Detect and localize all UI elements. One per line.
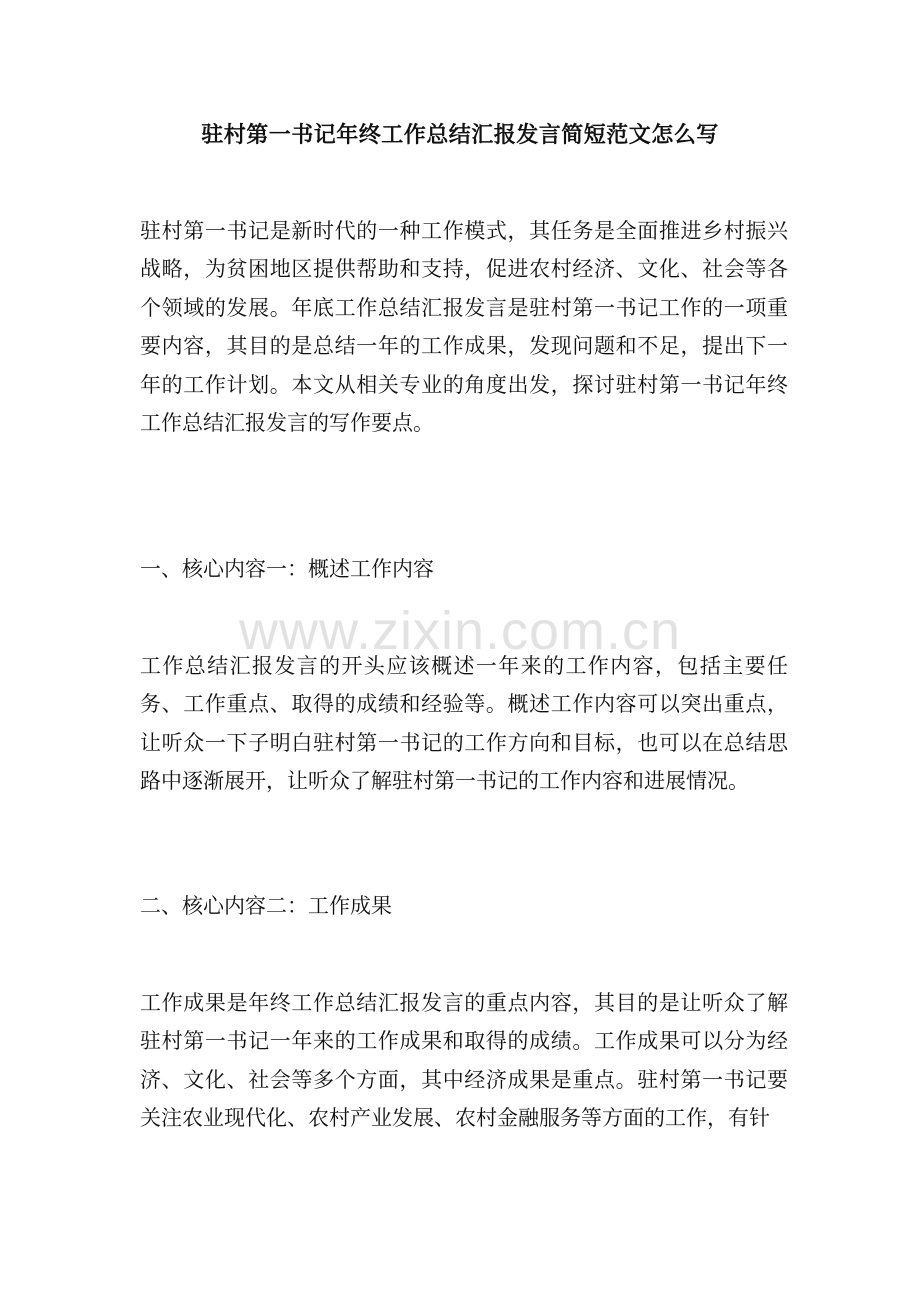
section-2-paragraph: 工作成果是年终工作总结汇报发言的重点内容，其目的是让听众了解驻村第一书记一年来的工作成果和取得的成绩。工作成果可以分为经济、文化、社会等多个方面，其中经济成果是重点。驻村第一书记要关注农业现代化、农村产业发展、农村金融服务等方面的工作，有针 <box>140 991 788 1131</box>
document-title: 驻村第一书记年终工作总结汇报发言简短范文怎么写 <box>201 122 719 148</box>
watermark-text: www.zixin.com.cn <box>238 601 682 661</box>
section-2-heading: 二、核心内容二：工作成果 <box>140 894 392 918</box>
section-1-heading: 一、核心内容一：概述工作内容 <box>140 557 434 581</box>
intro-paragraph: 驻村第一书记是新时代的一种工作模式，其任务是全面推进乡村振兴战略，为贫困地区提供帮助和支持，促进农村经济、文化、社会等各个领域的发展。年底工作总结汇报发言是驻村第一书记工作的一项重要内容，其目的是总结一年的工作成果，发现问题和不足，提出下一年的工作计划。本文从相关专业的角度出发，探讨驻村第一书记年终工作总结汇报发言的写作要点。 <box>140 219 788 436</box>
section-1-paragraph: 工作总结汇报发言的开头应该概述一年来的工作内容，包括主要任务、工作重点、取得的成绩和经验等。概述工作内容可以突出重点，让听众一下子明白驻村第一书记的工作方向和目标，也可以在总结思路中逐渐展开，让听众了解驻村第一书记的工作内容和进展情况。 <box>140 654 788 794</box>
